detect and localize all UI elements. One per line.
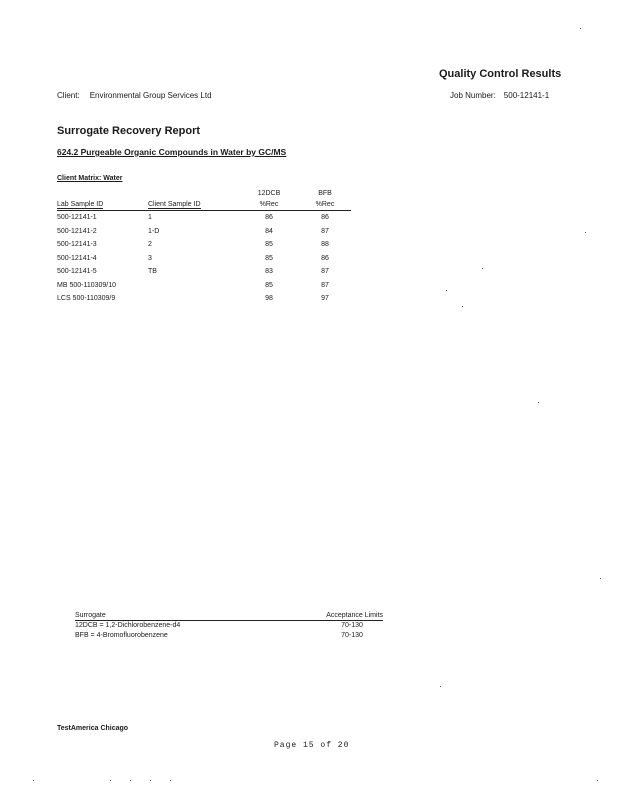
dcb-rec: 85 [265,281,273,289]
job-number-label: Job Number: [450,91,496,100]
table-top-header-row [57,188,351,199]
bfb-rec: 87 [321,268,329,276]
top-header-cell: 12DCB [257,190,281,197]
client-sample-id [148,279,239,293]
client-sample-id: 1-D [148,227,160,235]
footer-lab-name: TestAmerica Chicago [57,725,129,732]
scan-speck [110,780,111,781]
table-row [57,225,351,239]
bfb-rec: 86 [321,214,329,222]
lab-sample-id: 500-12141-5 [57,268,97,276]
dcb-rec: 85 [265,241,273,249]
lab-sample-id: 500-12141-3 [57,241,97,249]
top-header-cell [148,188,239,199]
acceptance-limits: 70-130 [341,632,363,639]
header-cell: %Rec [239,199,299,211]
client-sample-id [148,292,239,306]
scan-speck [446,290,447,291]
job-number-line [450,91,549,100]
surrogate-header: Surrogate [75,612,106,619]
client-name: Environmental Group Services Ltd [89,91,212,100]
scan-speck [580,28,581,29]
client-label: Client: [57,91,80,100]
client-sample-id: 2 [148,241,152,249]
qc-results-title: Quality Control Results [439,68,562,80]
table-row [57,265,351,279]
job-number-value: 500-12141-1 [503,91,550,100]
scan-speck [440,686,441,687]
scan-speck [130,780,131,781]
table-row [57,252,351,266]
scan-speck [170,780,171,781]
dcb-rec: 84 [265,227,273,235]
matrix-label: Client Matrix: Water [57,175,123,182]
surrogate-name: BFB = 4-Bromofluorobenzene [75,632,168,639]
top-header-cell [57,188,148,199]
surrogate-results-table [57,188,351,306]
header-lab-sample-id: Lab Sample ID [57,201,104,208]
table-row [57,292,351,306]
client-sample-id: TB [148,268,157,276]
table-row [57,279,351,293]
acceptance-limits-header: Acceptance Limits [326,612,383,619]
scan-speck [538,402,539,403]
header-client-sample-id: Client Sample ID [148,201,201,208]
lab-sample-id: LCS 500-110309/9 [57,295,116,303]
table-header-row [57,199,351,211]
surrogate-legend-header [75,612,383,621]
dcb-rec: 86 [265,214,273,222]
header-cell: %Rec [299,199,351,211]
bfb-rec: 97 [321,295,329,303]
scan-speck [585,232,586,233]
surrogate-name: 12DCB = 1,2-Dichlorobenzene-d4 [75,622,181,629]
page-number: Page 15 of 20 [274,741,350,750]
header-cell [148,199,239,211]
surrogate-legend-row [75,621,383,631]
lab-sample-id: 500-12141-1 [57,214,97,222]
scan-speck [150,780,151,781]
lab-sample-id: 500-12141-2 [57,227,97,235]
method-title: 624.2 Purgeable Organic Compounds in Water by GC/MS [57,147,287,157]
lab-sample-id: 500-12141-4 [57,254,97,262]
scan-speck [600,578,601,579]
dcb-rec: 98 [265,295,273,303]
client-sample-id: 1 [148,214,152,222]
bfb-rec: 87 [321,227,329,235]
scan-speck [33,780,34,781]
surrogate-legend-row [75,631,383,641]
client-line [57,91,212,100]
header-cell [57,199,148,211]
dcb-rec: 85 [265,254,273,262]
table-row [57,211,351,225]
bfb-rec: 87 [321,281,329,289]
dcb-rec: 83 [265,268,273,276]
top-header-cell: BFB [318,190,332,197]
scan-speck [482,268,483,269]
table-row [57,238,351,252]
scan-speck [462,306,463,307]
bfb-rec: 86 [321,254,329,262]
bfb-rec: 88 [321,241,329,249]
lab-sample-id: MB 500-110309/10 [57,281,117,289]
report-title: Surrogate Recovery Report [57,125,201,137]
acceptance-limits: 70-130 [341,622,363,629]
scan-speck [597,780,598,781]
client-sample-id: 3 [148,254,152,262]
surrogate-legend [75,612,383,641]
